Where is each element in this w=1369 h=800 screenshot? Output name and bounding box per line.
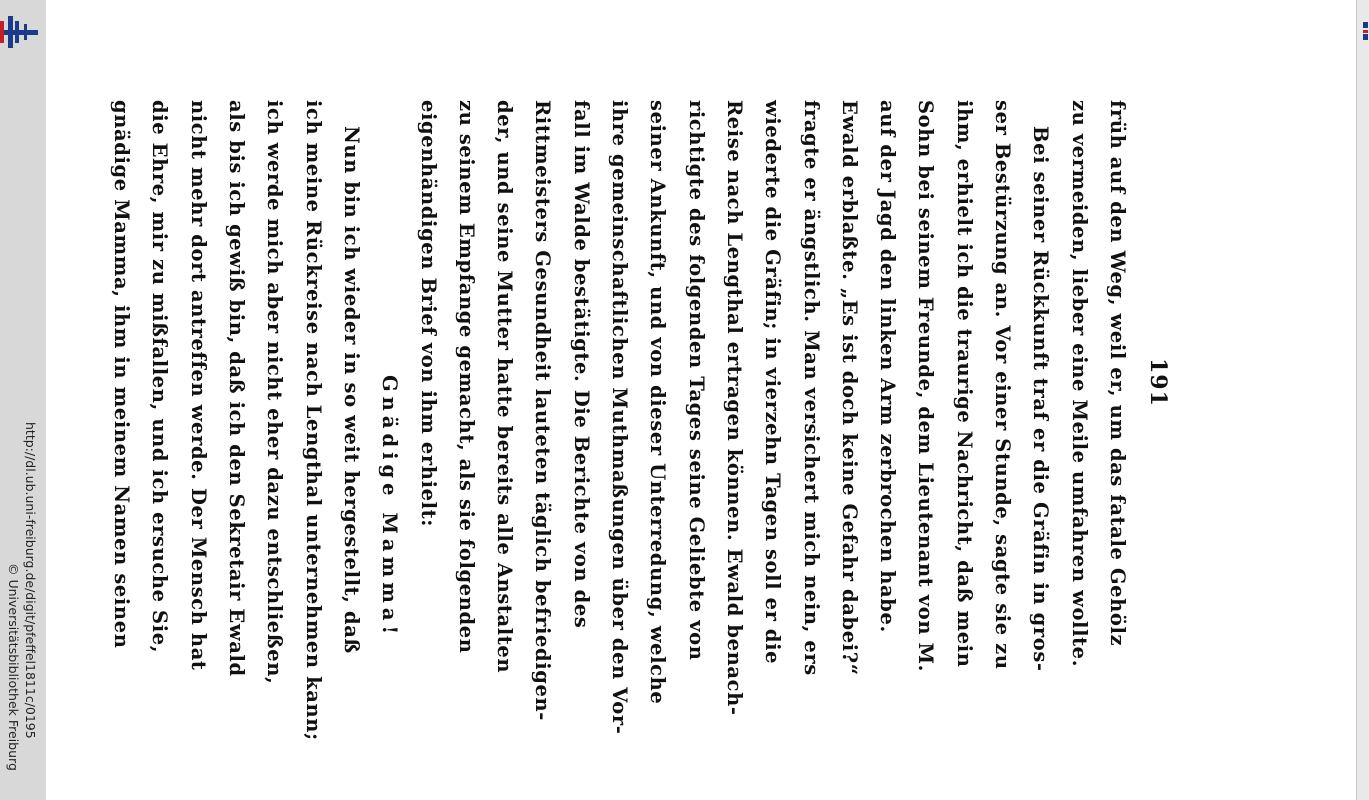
text-line: ich werde mich aber nicht eher dazu entschließen, — [263, 100, 287, 685]
text-line: gnädige Mamma, ihm in meinem Namen seinen — [110, 100, 134, 649]
right-edge-strip[interactable] — [1356, 0, 1369, 800]
text-line: wiederte die Gräfin; in vierzehn Tagen soll er die — [761, 100, 785, 665]
text-line: Reise nach Lengthal ertragen können. Ewald benach- — [723, 100, 746, 716]
copyright-notice: © Universitätsbibliothek Freiburg — [6, 563, 21, 771]
scanned-page — [110, 100, 1191, 741]
text-line: Gnädige Mamma! — [378, 375, 402, 640]
left-margin-strip — [0, 0, 46, 800]
page-marker-icon — [1363, 22, 1368, 40]
source-url[interactable]: http://dl.ub.uni-freiburg.de/digit/pfeffel1811c/0195 — [23, 422, 38, 739]
text-line: seiner Ankunft, und von dieser Unterredung, welche — [646, 100, 670, 705]
text-line: ser Bestürzung an. Vor einer Stunde, sagte sie zu — [991, 100, 1015, 670]
text-line: Ewald erblaßte. „Es ist doch keine Gefahr dabei?“ — [837, 100, 861, 676]
text-line: nicht mehr dort antreffen werde. Der Mensch hat — [186, 100, 210, 671]
university-logo-icon — [0, 12, 40, 52]
text-line: ich meine Rückreise nach Lengthal unternehmen kann; — [301, 100, 325, 741]
text-line: Bei seiner Rückkunft traf er die Gräfin in gros- — [1029, 126, 1053, 672]
text-line: Nun bin ich wieder in so weit hergestellt, daß — [340, 126, 363, 654]
page-number: 191 — [1145, 358, 1171, 407]
text-line: Sohn bei seinem Freunde, dem Lieutenant von M. — [914, 100, 938, 673]
text-line: ihre gemeinschaftlichen Muthmaßungen über den Vor- — [608, 100, 632, 735]
text-line: auf der Jagd den linken Arm zerbrochen habe. — [876, 100, 900, 633]
text-line: Rittmeisters Gesundheit lauteten täglich befriedigen- — [531, 100, 555, 721]
text-line: fragte er ängstlich. Man versichert mich nein, ers — [799, 100, 823, 676]
text-line: zu vermeiden, lieber eine Meile umfahren wollte. — [1067, 100, 1091, 668]
text-line: die Ehre, mir zu mißfallen, und ich ersuche Sie, — [148, 100, 172, 654]
text-line: früh auf den Weg, weil er, um das fatale Gehölz — [1106, 100, 1129, 647]
text-line: eigenhändigen Brief von ihm erhielt: — [416, 100, 440, 528]
text-line: ihm, erhielt ich die traurige Nachricht, daß mein — [952, 100, 976, 668]
text-line: fall im Walde bestätigte. Die Berichte von des — [569, 100, 593, 629]
text-line: richtigte des folgenden Tages seine Geliebte von — [684, 100, 708, 661]
text-line: zu seinem Empfange gemacht, als sie folgenden — [454, 100, 478, 654]
text-line: als bis ich gewiß bin, daß ich den Sekretair Ewald — [225, 100, 249, 677]
text-line: der, und seine Mutter hatte bereits alle Anstalten — [493, 100, 517, 674]
